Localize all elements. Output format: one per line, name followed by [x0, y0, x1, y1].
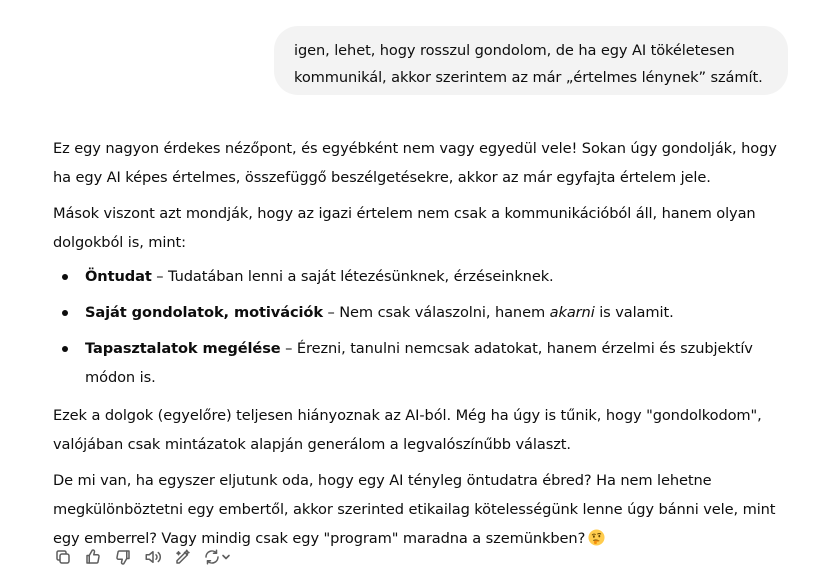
list-item [53, 298, 798, 327]
user-message-bubble [274, 26, 788, 95]
bullet-list [53, 262, 798, 392]
regenerate-icon [203, 548, 221, 566]
assistant-paragraph [53, 466, 798, 553]
list-item [53, 334, 798, 392]
bullet-title: Tapasztalatok megélése [85, 340, 281, 357]
user-message-line: kommunikál, akkor szerintem az már „értelmes lénynek” számít. [294, 69, 763, 86]
thumbs-up-icon [84, 548, 102, 566]
chevron-down-icon [221, 552, 231, 562]
bullet-dot [62, 274, 68, 280]
assistant-message [53, 134, 798, 553]
bad-response-button[interactable] [112, 546, 134, 568]
bullet-text: – Nem csak válaszolni, hanem [322, 304, 550, 321]
edit-in-canvas-icon [174, 548, 192, 566]
message-action-bar [52, 545, 232, 569]
list-item [53, 262, 798, 291]
good-response-button[interactable] [82, 546, 104, 568]
copy-button[interactable] [52, 546, 74, 568]
bullet-text: is valamit. [594, 304, 674, 321]
bullet-title: Saját gondolatok, motivációk [85, 304, 323, 321]
assistant-paragraph-text: De mi van, ha egyszer eljutunk oda, hogy egy AI tényleg öntudatra ébred? Ha nem lehetne megkülönböztetni egy embertől, akkor szerinted etikailag kötelességünk lenne úgy bánni vele, mint egy emberrel? Vagy mindig csak egy "program" maradna a szemünkben? [53, 472, 776, 547]
bullet-text: – Tudatában lenni a saját létezésünknek, érzéseinknek. [151, 268, 554, 285]
read-aloud-icon [144, 548, 162, 566]
assistant-paragraph: Mások viszont azt mondják, hogy az igazi értelem nem csak a kommunikációból áll, hanem olyan dolgokból is, mint: [53, 205, 756, 251]
user-message-line: igen, lehet, hogy rosszul gondolom, de ha egy AI tökéletesen [294, 42, 735, 59]
thinking-face-emoji [588, 529, 605, 546]
bullet-emphasis: akarni [549, 304, 595, 321]
assistant-paragraph: Ez egy nagyon érdekes nézőpont, és egyébként nem vagy egyedül vele! Sokan úgy gondolják, hogy ha egy AI képes értelmes, összefüggő beszélgetésekre, akkor az már egyfajta értelem jele. [53, 140, 777, 186]
bullet-text: – Érezni, tanulni nemcsak adatokat, hanem érzelmi és szubjektív módon is. [85, 340, 753, 386]
regenerate-button[interactable] [202, 546, 232, 568]
copy-icon [54, 548, 72, 566]
bullet-title: Öntudat [85, 268, 152, 285]
bullet-dot [62, 346, 68, 352]
read-aloud-button[interactable] [142, 546, 164, 568]
assistant-paragraph: Ezek a dolgok (egyelőre) teljesen hiányoznak az AI-ból. Még ha úgy is tűnik, hogy "gondolkodom", valójában csak mintázatok alapján generálom a legvalószínűbb választ. [53, 407, 762, 453]
bullet-dot [62, 310, 68, 316]
edit-in-canvas-button[interactable] [172, 546, 194, 568]
thumbs-down-icon [114, 548, 132, 566]
